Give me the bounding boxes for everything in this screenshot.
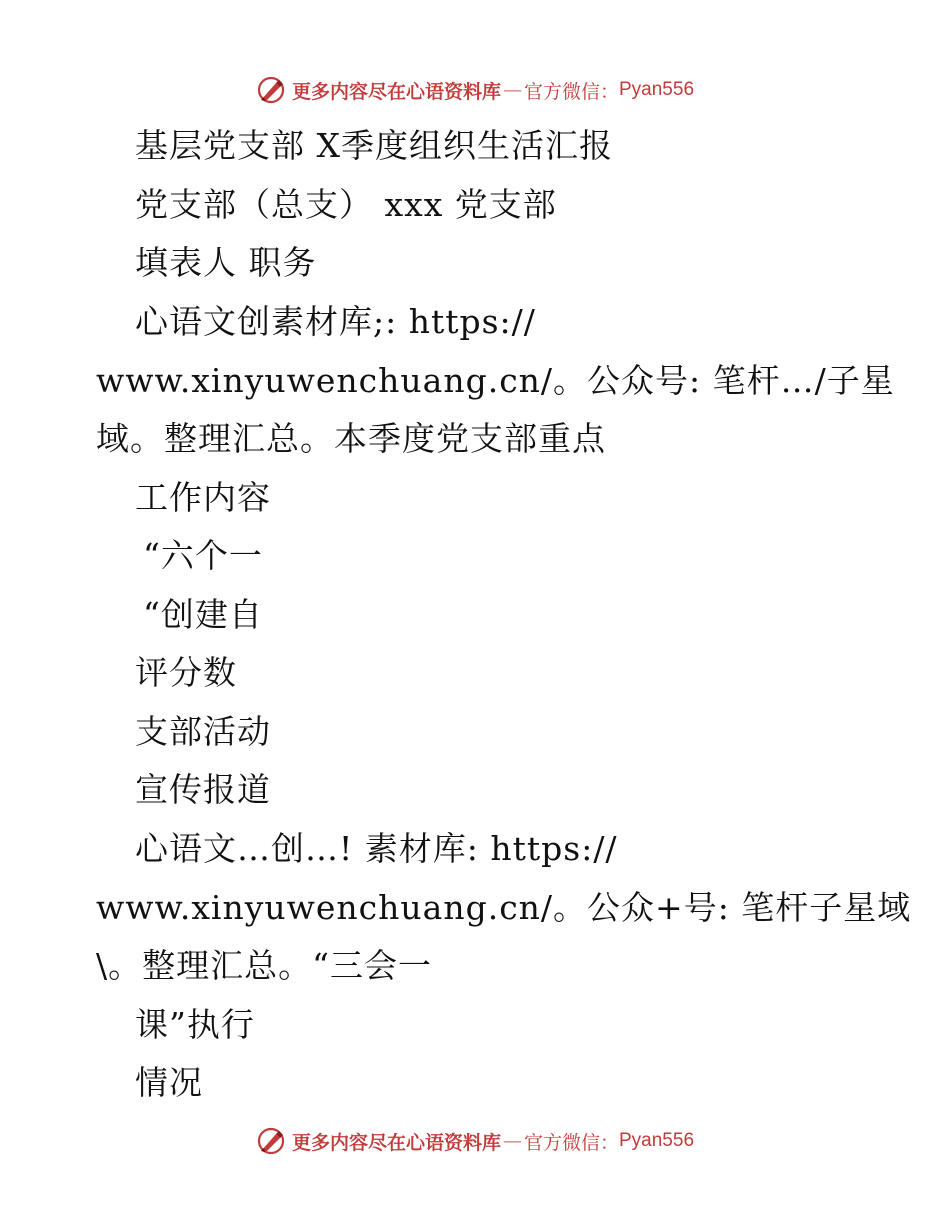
document-title: 基层党支部 X季度组织生活汇报	[135, 126, 613, 165]
text-line: 心语文创素材库;: https://	[135, 302, 536, 341]
text-line: 情况	[135, 1063, 203, 1102]
header-watermark	[0, 70, 950, 110]
text-line: 域。整理汇总。本季度党支部重点	[96, 419, 606, 458]
text-line: 心语文…创…! 素材库: https://	[135, 829, 618, 868]
text-line: “六个一	[143, 536, 263, 575]
pen-logo-icon	[256, 1126, 286, 1156]
watermark-separator: —	[502, 79, 522, 101]
text-line: 工作内容	[135, 478, 271, 517]
watermark-wechat-label: 官方微信：	[523, 1131, 619, 1154]
text-line: 填表人 职务	[135, 243, 317, 282]
text-line: www.xinyuwenchuang.cn/。公众+号: 笔杆子星域	[96, 888, 912, 927]
text-line: 宣传报道	[135, 770, 271, 809]
text-line: 评分数	[135, 653, 237, 692]
watermark-separator: —	[502, 1130, 522, 1152]
text-line: “创建自	[143, 595, 263, 634]
text-line: 党支部（总支） xxx 党支部	[135, 185, 557, 224]
watermark-wechat-label: 官方微信：	[523, 80, 619, 103]
text-line: www.xinyuwenchuang.cn/。公众号: 笔杆…/子星	[96, 361, 895, 400]
text-line: \。整理汇总。“三会一	[96, 946, 432, 985]
text-line: 支部活动	[135, 712, 271, 751]
footer-watermark	[0, 1121, 950, 1161]
watermark-text: 更多内容尽在心语资料库	[291, 1131, 501, 1154]
text-line: 课”执行	[135, 1005, 255, 1044]
watermark-wechat-id: Pyan556	[619, 79, 695, 100]
pen-logo-icon	[256, 75, 286, 105]
watermark-wechat-id: Pyan556	[619, 1130, 695, 1151]
watermark-text: 更多内容尽在心语资料库	[291, 80, 501, 103]
